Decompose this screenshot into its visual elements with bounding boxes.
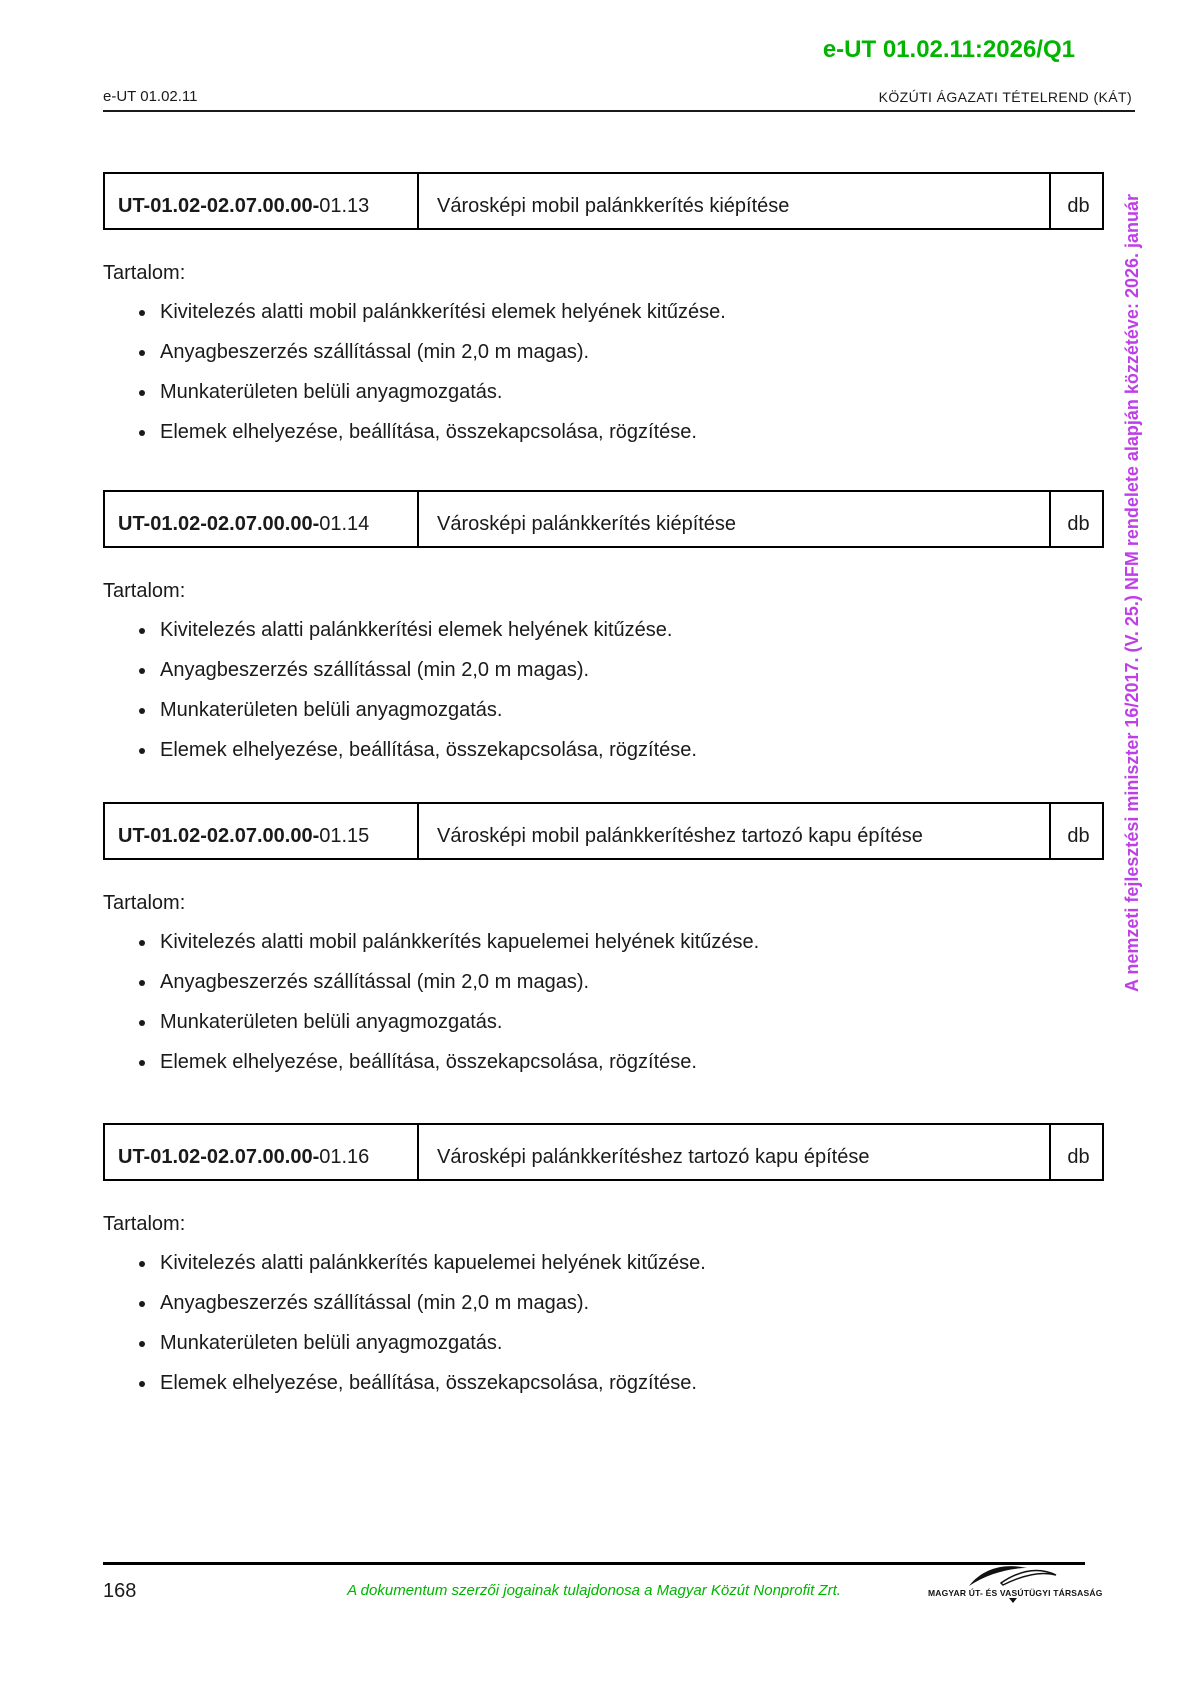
item-code-cell — [105, 174, 417, 228]
item-code-prefix: UT-01.02-02.07.00.00- — [118, 825, 320, 847]
road-swoosh-icon — [963, 1564, 1063, 1588]
content-bullet-list — [103, 301, 1104, 461]
item-code-suffix: 01.14 — [319, 513, 370, 535]
footer-copyright: A dokumentum szerzői jogainak tulajdonosa a Magyar Közút Nonprofit Zrt. — [347, 1582, 841, 1599]
item-unit-cell: db — [1049, 492, 1106, 546]
bullet-item: Elemek elhelyezése, beállítása, összekapcsolása, rögzítése. — [103, 1051, 1104, 1091]
item-code-cell — [105, 804, 417, 858]
item-title-cell: Városképi palánkkerítés kiépítése — [417, 492, 1049, 546]
bullet-item: Anyagbeszerzés szállítással (min 2,0 m magas). — [103, 659, 1104, 699]
bullet-item: Munkaterületen belüli anyagmozgatás. — [103, 1332, 1104, 1372]
item-code-suffix: 01.16 — [319, 1146, 370, 1168]
bullet-item: Munkaterületen belüli anyagmozgatás. — [103, 381, 1104, 421]
content-label: Tartalom: — [103, 1213, 186, 1235]
item-code-prefix: UT-01.02-02.07.00.00- — [118, 513, 320, 535]
item-header-table — [103, 172, 1104, 230]
item-code-prefix: UT-01.02-02.07.00.00- — [118, 195, 320, 217]
content-label: Tartalom: — [103, 262, 186, 284]
bullet-item: Anyagbeszerzés szállítással (min 2,0 m magas). — [103, 341, 1104, 381]
bullet-item: Kivitelezés alatti mobil palánkkerítés kapuelemei helyének kitűzése. — [103, 931, 1104, 971]
side-note-vertical: A nemzeti fejlesztési miniszter 16/2017. (V. 25.) NFM rendelete alapján közzétéve: 2026. január — [1122, 193, 1142, 992]
item-section-01-15 — [103, 802, 1104, 1091]
item-unit-cell: db — [1049, 174, 1106, 228]
logo-text: MAGYAR ÚT- ÉS VASÚTÜGYI TÁRSASÁG — [928, 1588, 1103, 1598]
bullet-item: Elemek elhelyezése, beállítása, összekapcsolása, rögzítése. — [103, 739, 1104, 779]
item-code-prefix: UT-01.02-02.07.00.00- — [118, 1146, 320, 1168]
bullet-item: Elemek elhelyezése, beállítása, összekapcsolása, rögzítése. — [103, 1372, 1104, 1412]
item-code-suffix: 01.15 — [319, 825, 370, 847]
item-header-table — [103, 490, 1104, 548]
item-unit-cell: db — [1049, 804, 1106, 858]
item-header-table — [103, 1123, 1104, 1181]
content-label: Tartalom: — [103, 580, 186, 602]
bullet-item: Anyagbeszerzés szállítással (min 2,0 m magas). — [103, 971, 1104, 1011]
item-title-cell: Városképi mobil palánkkerítés kiépítése — [417, 174, 1049, 228]
item-unit-cell: db — [1049, 1125, 1106, 1179]
item-header-table — [103, 802, 1104, 860]
item-code-suffix: 01.13 — [319, 195, 370, 217]
item-code-cell — [105, 1125, 417, 1179]
item-section-01-14 — [103, 490, 1104, 779]
standard-number-title: e-UT 01.02.11:2026/Q1 — [822, 36, 1075, 63]
item-section-01-13 — [103, 172, 1104, 461]
bullet-item: Kivitelezés alatti mobil palánkkerítési elemek helyének kitűzése. — [103, 301, 1104, 341]
page-number: 168 — [103, 1580, 137, 1602]
bullet-item: Elemek elhelyezése, beállítása, összekapcsolása, rögzítése. — [103, 421, 1104, 461]
bullet-item: Kivitelezés alatti palánkkerítés kapuelemei helyének kitűzése. — [103, 1252, 1104, 1292]
item-title-cell: Városképi mobil palánkkerítéshez tartozó kapu építése — [417, 804, 1049, 858]
item-section-01-16 — [103, 1123, 1104, 1412]
content-bullet-list — [103, 1252, 1104, 1412]
header-rule — [103, 110, 1135, 112]
content-label: Tartalom: — [103, 892, 186, 914]
bullet-item: Munkaterületen belüli anyagmozgatás. — [103, 1011, 1104, 1051]
organization-logo — [928, 1564, 1103, 1603]
item-title-cell: Városképi palánkkerítéshez tartozó kapu építése — [417, 1125, 1049, 1179]
header-right-title: KÖZÚTI ÁGAZATI TÉTELREND (KÁT) — [878, 89, 1132, 105]
header-doc-code: e-UT 01.02.11 — [103, 88, 198, 105]
bullet-item: Munkaterületen belüli anyagmozgatás. — [103, 699, 1104, 739]
item-code-cell — [105, 492, 417, 546]
logo-arrow-icon — [1009, 1598, 1017, 1603]
bullet-item: Anyagbeszerzés szállítással (min 2,0 m magas). — [103, 1292, 1104, 1332]
bullet-item: Kivitelezés alatti palánkkerítési elemek helyének kitűzése. — [103, 619, 1104, 659]
content-bullet-list — [103, 619, 1104, 779]
content-bullet-list — [103, 931, 1104, 1091]
